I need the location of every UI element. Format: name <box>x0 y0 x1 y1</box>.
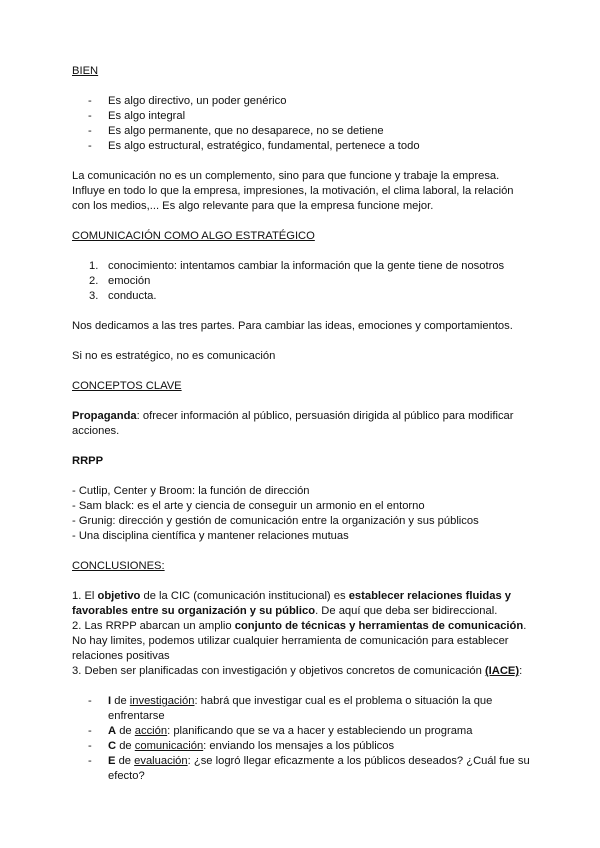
list-item: - A de acción: planificando que se va a hacer y estableciendo un programa <box>88 725 473 737</box>
bien-paragraph: La comunicación no es un complemento, sino para que funcione y trabaje la empresa. Influye en todo lo que la empresa, impresiones, la motivación, el clima laboral, la relación con los medios,... Es algo relevante para que la empresa funcione mejor. <box>72 170 514 212</box>
bien-list <box>72 94 532 154</box>
propaganda-paragraph: Propaganda: ofrecer información al público, persuasión dirigida al público para modificar acciones. <box>72 410 514 437</box>
list-item: - Es algo integral <box>88 110 186 122</box>
list-item: - C de comunicación: enviando los mensajes a los públicos <box>88 740 395 752</box>
estrategico-paragraph-2: Si no es estratégico, no es comunicación <box>72 350 276 362</box>
list-item: - I de investigación: habrá que investigar cual es el problema o situación la que enfrentarse <box>88 695 493 722</box>
conclusiones-heading: CONCLUSIONES: <box>72 560 165 572</box>
bien-heading: BIEN <box>72 65 99 77</box>
rrpp-item: - Una disciplina científica y mantener relaciones mutuas <box>72 530 349 542</box>
list-item: - Es algo estructural, estratégico, fundamental, pertenece a todo <box>88 140 420 152</box>
list-item: - Es algo directivo, un poder genérico <box>88 95 287 107</box>
list-item: 2. emoción <box>89 275 151 287</box>
estrategico-heading: COMUNICACIÓN COMO ALGO ESTRATÉGICO <box>72 230 315 242</box>
list-item: - E de evaluación: ¿se logró llegar eficazmente a los públicos deseados? ¿Cuál fue su efecto? <box>88 755 530 782</box>
document-page <box>72 64 532 784</box>
list-item: - Es algo permanente, que no desaparece, no se detiene <box>88 125 384 137</box>
list-item: 1. conocimiento: intentamos cambiar la información que la gente tiene de nosotros <box>89 260 505 272</box>
iace-list <box>72 694 532 784</box>
rrpp-heading: RRPP <box>72 455 104 467</box>
rrpp-item: - Sam black: es el arte y ciencia de conseguir un armonio en el entorno <box>72 500 425 512</box>
rrpp-item: - Cutlip, Center y Broom: la función de dirección <box>72 485 310 497</box>
conclusion-3: 3. Deben ser planificadas con investigación y objetivos concretos de comunicación (IACE): <box>72 665 523 677</box>
conclusion-2: 2. Las RRPP abarcan un amplio conjunto de técnicas y herramientas de comunicación. No hay limites, podemos utilizar cualquier herramienta de comunicación para establecer relaciones positivas <box>72 620 527 662</box>
list-item: 3. conducta. <box>89 290 157 302</box>
estrategico-paragraph-1: Nos dedicamos a las tres partes. Para cambiar las ideas, emociones y comportamientos. <box>72 320 513 332</box>
conclusion-1: 1. El objetivo de la CIC (comunicación institucional) es establecer relaciones fluidas y favorables entre su organización y su público. De aquí que deba ser bidireccional. <box>72 590 512 617</box>
conceptos-heading: CONCEPTOS CLAVE <box>72 380 182 392</box>
rrpp-item: - Grunig: dirección y gestión de comunicación entre la organización y sus públicos <box>72 515 479 527</box>
estrategico-list <box>72 259 532 304</box>
